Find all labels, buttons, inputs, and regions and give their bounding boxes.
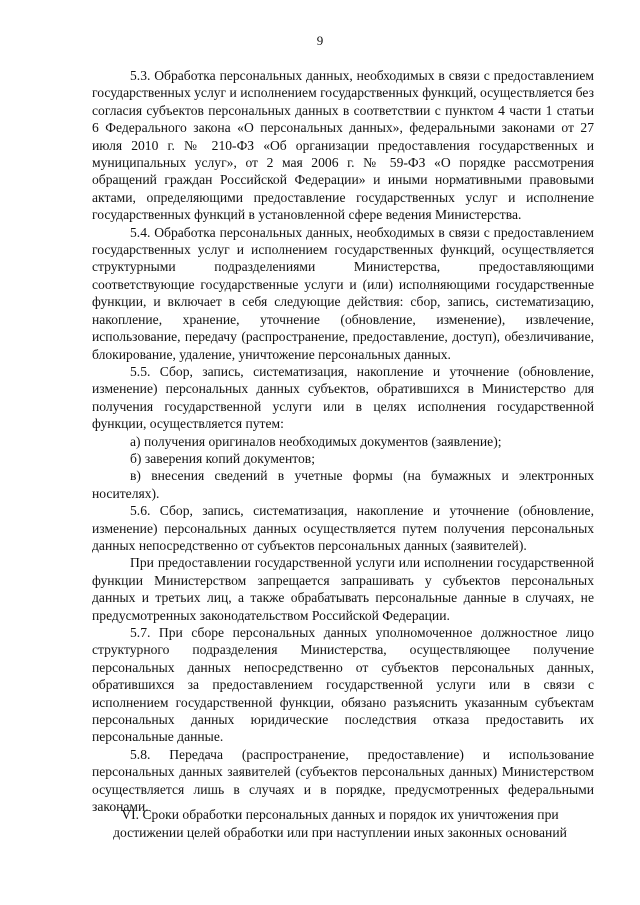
paragraph-5-8: 5.8. Передача (распространение, предоставление) и использование персональных данных заявителей (субъектов персональных данных) Министерством осуществляется лишь в случаях и в порядке, предусмотренных федеральными законами. — [92, 746, 594, 815]
paragraph-5-4: 5.4. Обработка персональных данных, необходимых в связи с предоставлением государственных услуг и исполнением государственных функций, осуществляется структурными подразделениями Министерства, предоставляющими соответствующие государственные услуги и (или) исполняющими государственные функции, и включает в себя следующие действия: сбор, запись, систематизацию, накопление, хранение, уточнение (обновление, изменение), извлечение, использование, передачу (распространение, предоставление, доступ), обезличивание, блокирование, удаление, уничтожение персональных данных. — [92, 224, 594, 362]
document-body — [92, 67, 594, 815]
list-item-b: б) заверения копий документов; — [130, 450, 315, 466]
page-number: 9 — [316, 33, 324, 48]
paragraph-5-6-continued: При предоставлении государственной услуги или исполнении государственной функции Министерством запрещается запрашивать у субъектов персональных данных и третьих лиц, а также обрабатывать персональные данные в случаях, не предусмотренных законодательством Российской Федерации. — [92, 555, 594, 623]
paragraph-5-7: 5.7. При сборе персональных данных уполномоченное должностное лицо структурного подразделения Министерства, осуществляющее получение персональных данных непосредственно от субъектов персональных данных, обратившихся за предоставлением государственной услуги или в связи с исполнением государственной функции, обязано разъяснить указанным субъектам персональных данных юридические последствия отказа предоставить их персональные данные. — [92, 625, 594, 745]
paragraph-5-5: 5.5. Сбор, запись, систематизация, накопление и уточнение (обновление, изменение) персональных данных субъектов, обратившихся в Министерство для получения государственной услуги или в целях исполнения государственной функции, осуществляется путем: — [92, 363, 594, 432]
list-item-a: а) получения оригиналов необходимых документов (заявление); — [130, 433, 502, 449]
section-heading — [80, 806, 600, 842]
list-item-v: в) внесения сведений в учетные формы (на бумажных и электронных носителях). — [92, 468, 594, 501]
paragraph-5-6: 5.6. Сбор, запись, систематизация, накопление и уточнение (обновление, изменение) персональных данных осуществляется путем получения персональных данных непосредственно от субъектов персональных данных (заявителей). — [92, 503, 594, 553]
section-heading-line-2: достижении целей обработки или при наступлении иных законных оснований — [113, 825, 567, 840]
paragraph-5-3: 5.3. Обработка персональных данных, необходимых в связи с предоставлением государственных услуг и исполнением государственных функций, осуществляется без согласия субъектов персональных данных в соответствии с пунктом 4 части 1 статьи 6 Федерального закона «О персональных данных», федеральными законами от 27 июля 2010 г. № 210-ФЗ «Об организации предоставления государственных и муниципальных услуг», от 2 мая 2006 г. № 59-ФЗ «О порядке рассмотрения обращений граждан Российской Федерации» и иными нормативными правовыми актами, определяющими предоставление государственных услуг и исполнение государственных функций в установленной сфере ведения Министерства. — [92, 68, 594, 223]
section-heading-line-1: VI. Сроки обработки персональных данных и порядок их уничтожения при — [121, 807, 559, 822]
